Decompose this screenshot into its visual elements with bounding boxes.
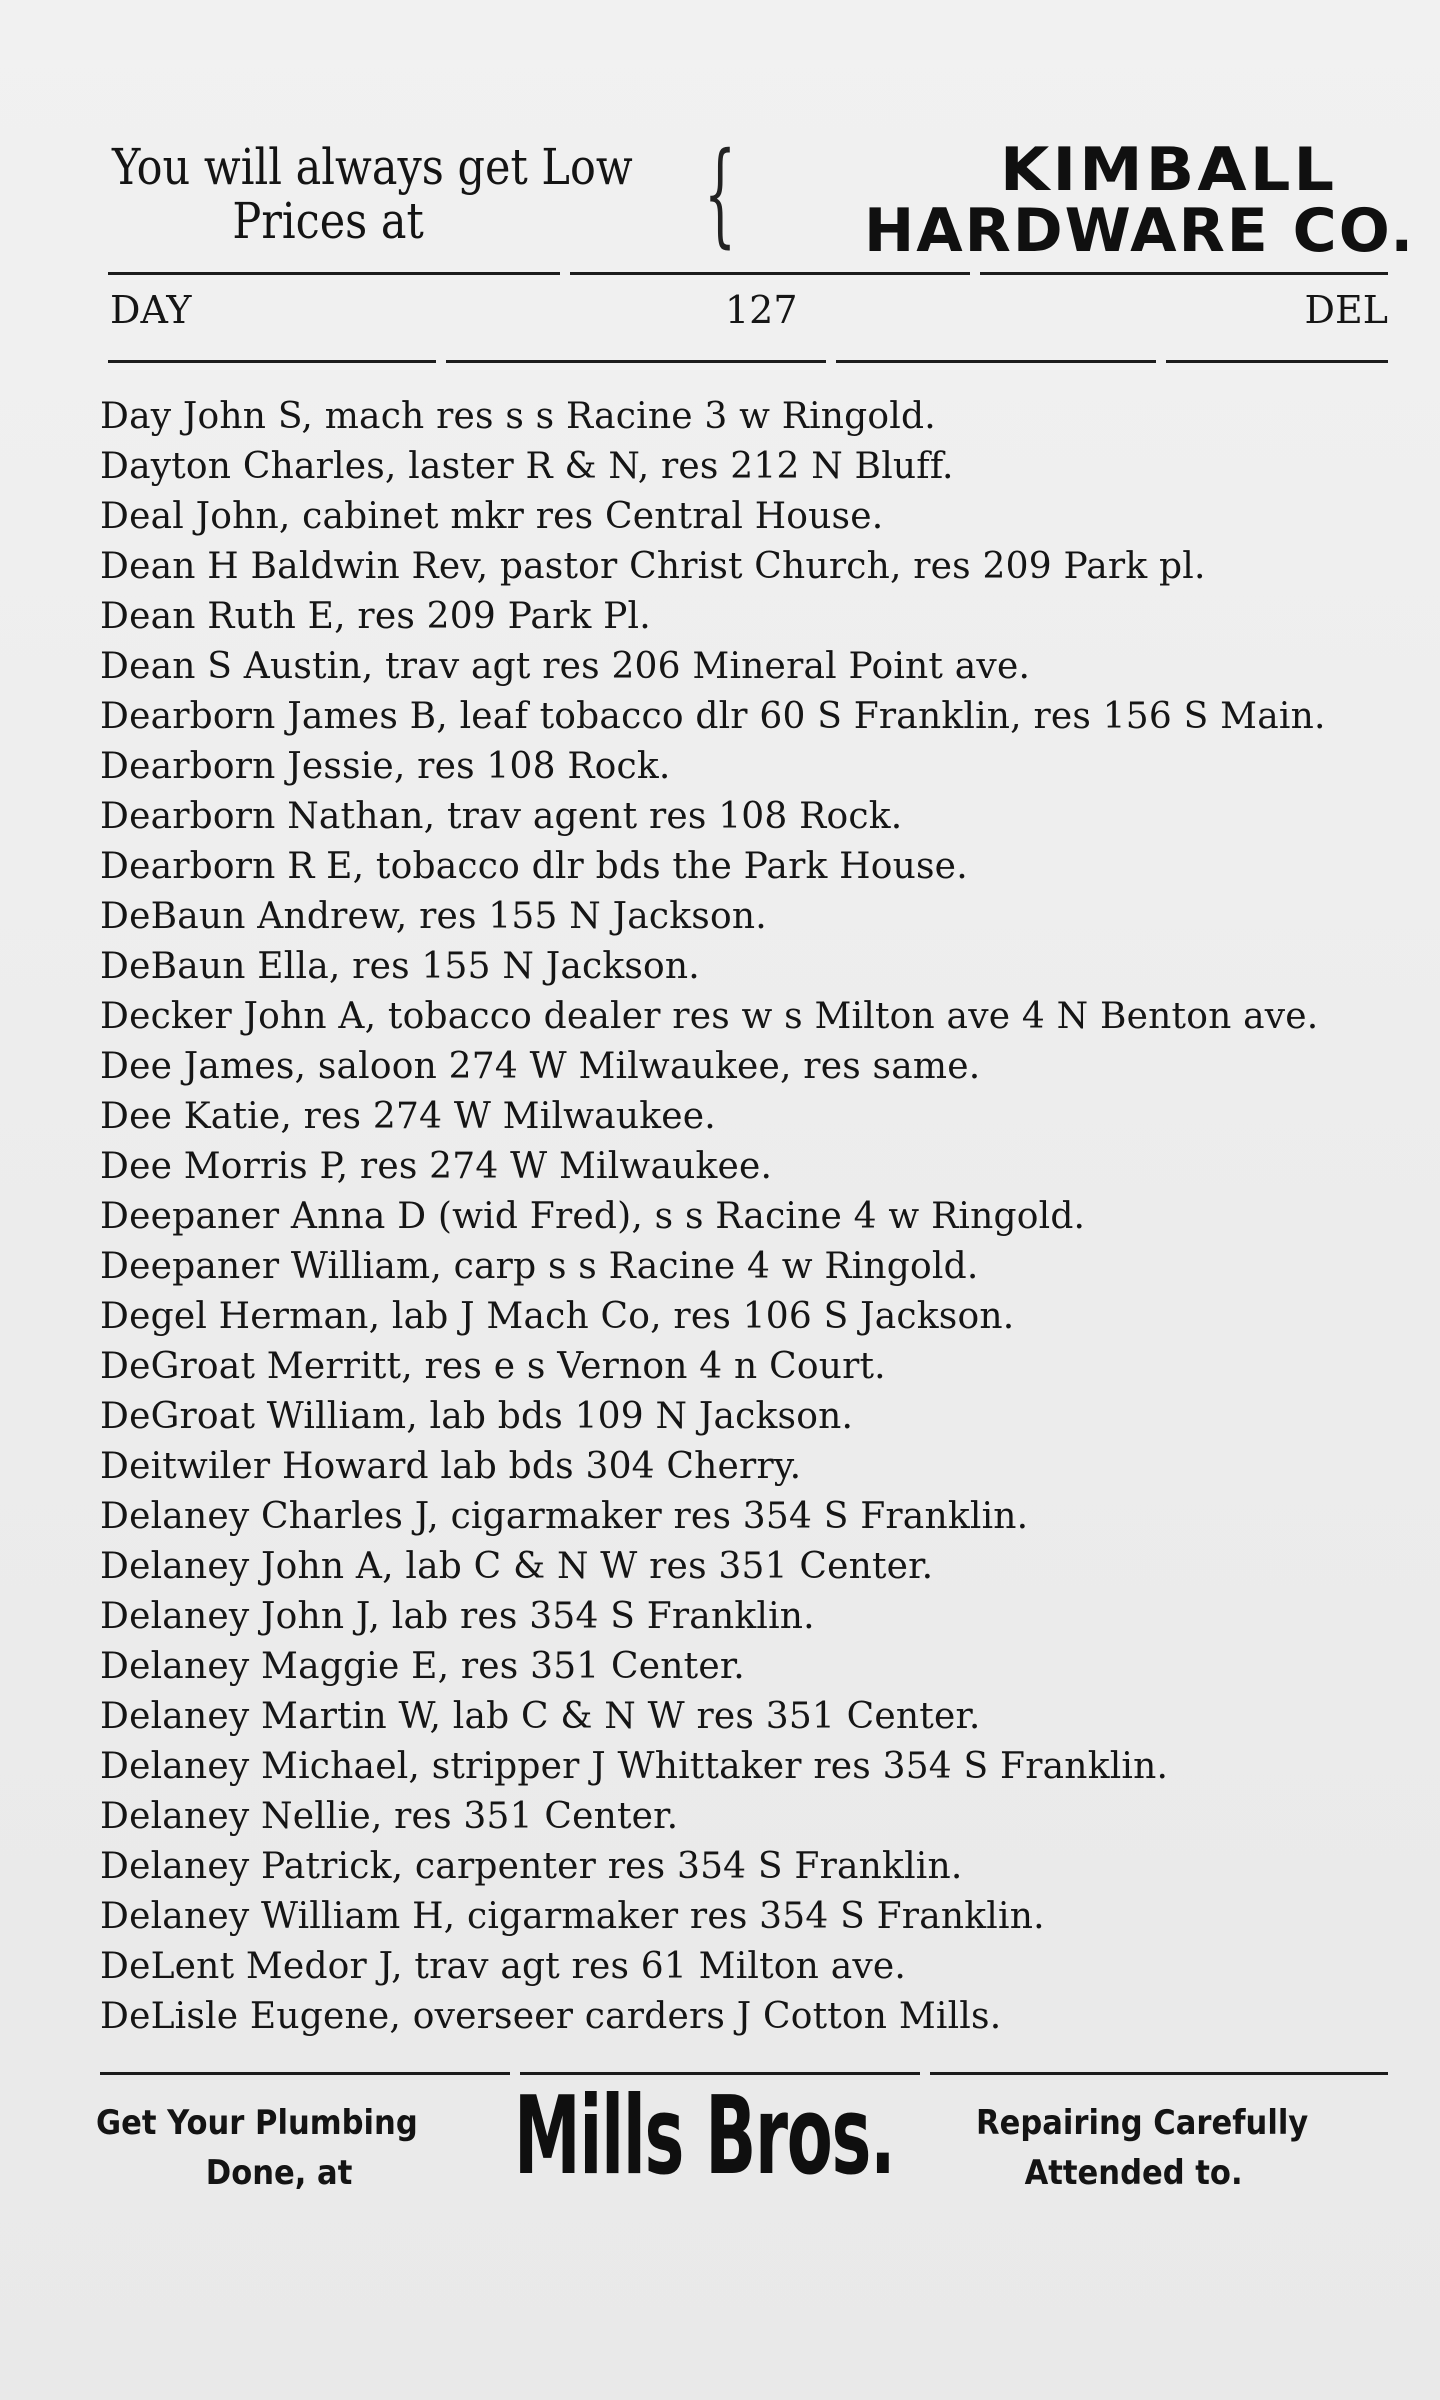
directory-entry: Dearborn Jessie, res 108 Rock. [100,746,671,787]
header-company-name [752,135,1416,266]
directory-entry: Dean H Baldwin Rev, pastor Christ Church, res 209 Park pl. [100,546,1206,587]
directory-entry: DeBaun Andrew, res 155 N Jackson. [100,896,767,937]
directory-entry: Delaney William H, cigarmaker res 354 S Franklin. [100,1896,1045,1937]
footer-right-line-1: Repairing Carefully [976,2103,1309,2143]
directory-entry: Dee James, saloon 274 W Milwaukee, res same. [100,1046,981,1087]
footer-left-text [96,2098,456,2198]
directory-entry: Delaney Nellie, res 351 Center. [100,1796,679,1837]
directory-entry: Deepaner William, carp s s Racine 4 w Ringold. [100,1246,979,1287]
directory-entry-list [100,392,1390,2042]
directory-entry: Dean Ruth E, res 209 Park Pl. [100,596,651,637]
directory-entry: Dean S Austin, trav agt res 206 Mineral Point ave. [100,646,1031,687]
directory-entry: Dearborn Nathan, trav agent res 108 Rock. [100,796,903,837]
directory-entry: Deepaner Anna D (wid Fred), s s Racine 4 w Ringold. [100,1196,1086,1237]
directory-entry: Delaney John A, lab C & N W res 351 Center. [100,1546,934,1587]
directory-entry: Delaney Charles J, cigarmaker res 354 S Franklin. [100,1496,1029,1537]
running-head [110,288,1388,336]
directory-entry: Dee Morris P, res 274 W Milwaukee. [100,1146,773,1187]
footer-company-name: Mills Bros. [514,2074,895,2199]
header-rule [108,272,1388,278]
directory-entry: Dearborn R E, tobacco dlr bds the Park House. [100,846,968,887]
header-slogan-line-2: Prices at [232,192,424,250]
directory-entry: Day John S, mach res s s Racine 3 w Ringold. [100,396,936,437]
header-slogan-line-1: You will always get Low [112,138,633,196]
directory-entry: Degel Herman, lab J Mach Co, res 106 S Jackson. [100,1296,1015,1337]
footer-left-line-2: Done, at [205,2153,353,2193]
running-head-rule [108,360,1388,366]
directory-entry: DeGroat William, lab bds 109 N Jackson. [100,1396,854,1437]
directory-entry: Delaney Martin W, lab C & N W res 351 Center. [100,1696,981,1737]
running-head-start-word: DAY [110,288,192,332]
directory-entry: Delaney John J, lab res 354 S Franklin. [100,1596,815,1637]
header-company-line-1: KIMBALL [1000,135,1338,205]
directory-entry: Decker John A, tobacco dealer res w s Milton ave 4 N Benton ave. [100,996,1319,1037]
directory-entry: Deal John, cabinet mkr res Central House. [100,496,884,537]
header-company-line-2: HARDWARE CO. [864,196,1416,266]
footer-advertisement [96,2074,1376,2199]
footer-left-line-1: Get Your Plumbing [96,2103,418,2143]
directory-entry: DeLisle Eugene, overseer carders J Cotton Mills. [100,1996,1002,2037]
directory-entry: DeLent Medor J, trav agt res 61 Milton ave. [100,1946,907,1987]
header-advertisement [112,129,1416,268]
page-number: 127 [725,288,798,332]
footer-right-line-2: Attended to. [1024,2153,1243,2193]
directory-entry: Delaney Maggie E, res 351 Center. [100,1646,745,1687]
footer-right-text [976,2098,1336,2198]
running-head-end-word: DEL [1304,288,1388,332]
directory-entry: Dayton Charles, laster R & N, res 212 N Bluff. [100,446,954,487]
directory-entry: Delaney Michael, stripper J Whittaker res 354 S Franklin. [100,1746,1169,1787]
directory-entry: DeGroat Merritt, res e s Vernon 4 n Court. [100,1346,886,1387]
header-brace: { [704,129,737,259]
directory-entry: Deitwiler Howard lab bds 304 Cherry. [100,1446,802,1487]
directory-entry: DeBaun Ella, res 155 N Jackson. [100,946,700,987]
directory-entry: Dee Katie, res 274 W Milwaukee. [100,1096,716,1137]
header-slogan [112,138,633,250]
directory-entry: Dearborn James B, leaf tobacco dlr 60 S Franklin, res 156 S Main. [100,696,1326,737]
directory-entry: Delaney Patrick, carpenter res 354 S Franklin. [100,1846,963,1887]
